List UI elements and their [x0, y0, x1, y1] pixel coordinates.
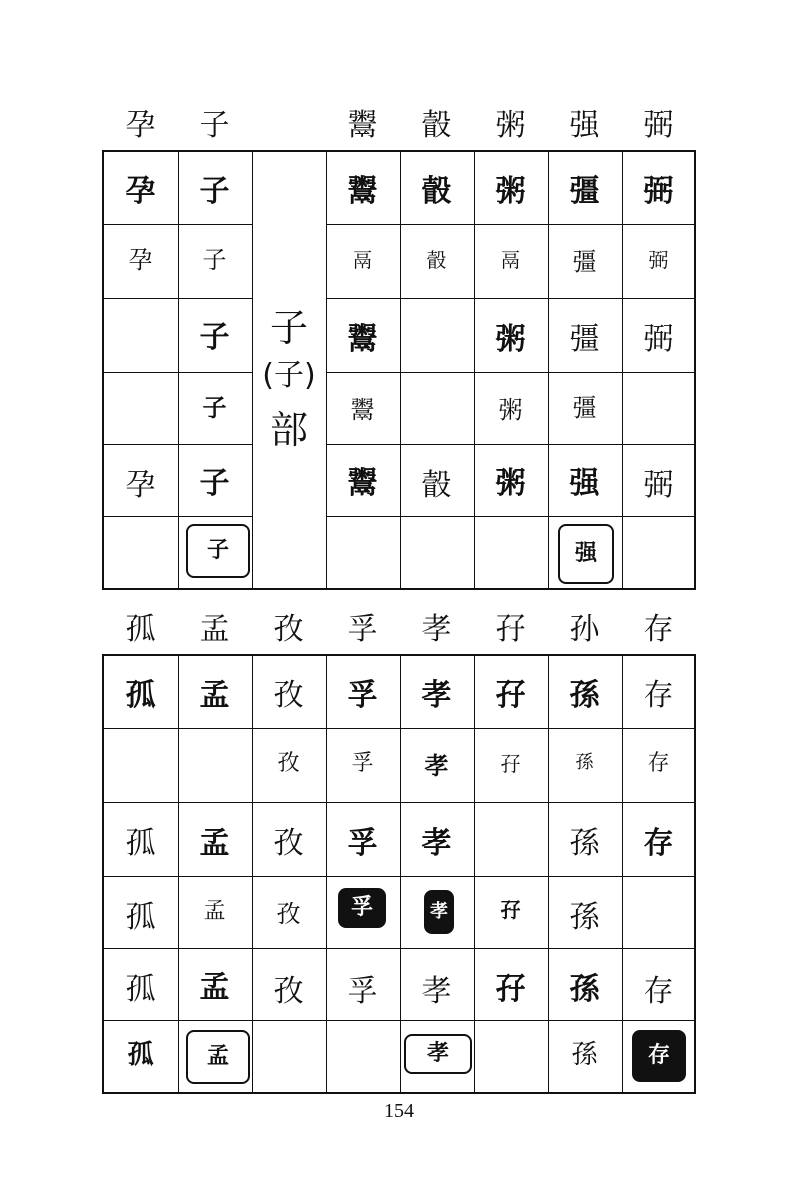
header-char: 子: [199, 108, 230, 143]
header-char: 孖: [495, 612, 526, 647]
glyph-cell: 孖: [500, 898, 521, 922]
glyph-cell: 孚: [347, 826, 378, 861]
glyph-cell: 孟: [199, 970, 230, 1005]
header-char: 孕: [125, 108, 156, 143]
glyph-cell: 孤: [127, 1040, 154, 1070]
glyph-cell: 粥: [495, 322, 526, 357]
glyph-cell: 孕: [125, 174, 156, 209]
page-number: 154: [384, 1100, 414, 1122]
glyph-cell: 弼: [648, 248, 669, 272]
glyph-cell: 孜: [273, 826, 304, 861]
glyph-cell: 存: [643, 826, 674, 861]
glyph-cell: 彊: [569, 174, 600, 209]
glyph-cell: 鬻: [350, 396, 375, 424]
glyph-cell: 瞉: [426, 248, 447, 272]
bottom-character-table: [102, 654, 696, 1094]
glyph-cell: 孤: [125, 900, 156, 935]
seal-glyph: 孝: [404, 1034, 472, 1074]
header-char: 孟: [199, 612, 230, 647]
glyph-cell: 孤: [125, 678, 156, 713]
glyph-cell: 孚: [351, 751, 374, 776]
glyph-cell: 孚: [347, 678, 378, 713]
glyph-cell: 鬲: [500, 248, 521, 272]
glyph-cell: 孜: [277, 751, 300, 776]
glyph-cell: 存: [647, 751, 670, 776]
glyph-cell: 孕: [125, 468, 156, 503]
seal-glyph: 存: [632, 1030, 686, 1082]
glyph-cell: 孝: [424, 752, 449, 780]
glyph-cell: 孖: [495, 972, 526, 1007]
glyph-cell: 孝: [421, 826, 452, 861]
glyph-cell: 子: [199, 174, 230, 209]
glyph-cell: 子: [202, 246, 227, 274]
glyph-cell: 鬻: [347, 322, 378, 357]
glyph-cell: 瞉: [421, 468, 452, 503]
seal-glyph: 子: [186, 524, 250, 578]
header-char: 强: [569, 108, 600, 143]
header-char: 孜: [273, 612, 304, 647]
seal-glyph: 孟: [186, 1030, 250, 1084]
header-char: 存: [643, 612, 674, 647]
glyph-cell: 彊: [572, 248, 597, 276]
glyph-cell: 弼: [643, 322, 674, 357]
seal-glyph: 强: [558, 524, 614, 584]
glyph-cell: 孝: [421, 974, 452, 1009]
glyph-cell: 子: [199, 320, 230, 355]
glyph-cell: 鬲: [352, 248, 373, 272]
glyph-cell: 孕: [128, 246, 153, 274]
header-char: 弼: [643, 108, 674, 143]
glyph-cell: 孟: [203, 899, 226, 924]
glyph-cell: 孟: [199, 678, 230, 713]
header-char: 孙: [569, 612, 600, 647]
header-char: 瞉: [421, 108, 452, 143]
glyph-cell: 彊: [569, 322, 600, 357]
glyph-cell: 孫: [569, 900, 600, 935]
glyph-cell: 孜: [276, 900, 301, 928]
glyph-cell: 瞉: [421, 174, 452, 209]
glyph-cell: 孖: [495, 678, 526, 713]
glyph-cell: 孫: [571, 1040, 598, 1070]
glyph-cell: 孚: [347, 974, 378, 1009]
header-char: 孚: [347, 612, 378, 647]
glyph-cell: 存: [643, 974, 674, 1009]
header-char: 鬻: [347, 108, 378, 143]
header-char: 孤: [125, 612, 156, 647]
radical-char: 部: [269, 408, 308, 452]
glyph-cell: 孤: [125, 972, 156, 1007]
seal-glyph: 孚: [338, 888, 386, 928]
glyph-cell: 弼: [643, 174, 674, 209]
glyph-cell: 孜: [273, 974, 304, 1009]
glyph-cell: 孤: [125, 826, 156, 861]
glyph-cell: 子: [202, 394, 227, 422]
glyph-cell: 孫: [569, 826, 600, 861]
glyph-cell: 粥: [498, 396, 523, 424]
glyph-cell: 粥: [495, 466, 526, 501]
glyph-cell: 孟: [199, 826, 230, 861]
glyph-cell: 彊: [572, 394, 597, 422]
glyph-cell: 孜: [273, 678, 304, 713]
header-char: 粥: [495, 108, 526, 143]
glyph-cell: 弼: [643, 468, 674, 503]
glyph-cell: 子: [199, 466, 230, 501]
radical-char: (子): [262, 358, 316, 393]
glyph-cell: 鬻: [347, 466, 378, 501]
glyph-cell: 孫: [575, 752, 594, 773]
glyph-cell: 孫: [569, 678, 600, 713]
glyph-cell: 孫: [569, 972, 600, 1007]
header-char: 孝: [421, 612, 452, 647]
glyph-cell: 孖: [500, 752, 521, 776]
glyph-cell: 存: [643, 678, 674, 713]
radical-char: 子: [269, 306, 308, 350]
glyph-cell: 孝: [421, 678, 452, 713]
glyph-cell: 粥: [495, 174, 526, 209]
glyph-cell: 鬻: [347, 174, 378, 209]
seal-glyph: 孝: [424, 890, 454, 934]
glyph-cell: 强: [569, 466, 600, 501]
